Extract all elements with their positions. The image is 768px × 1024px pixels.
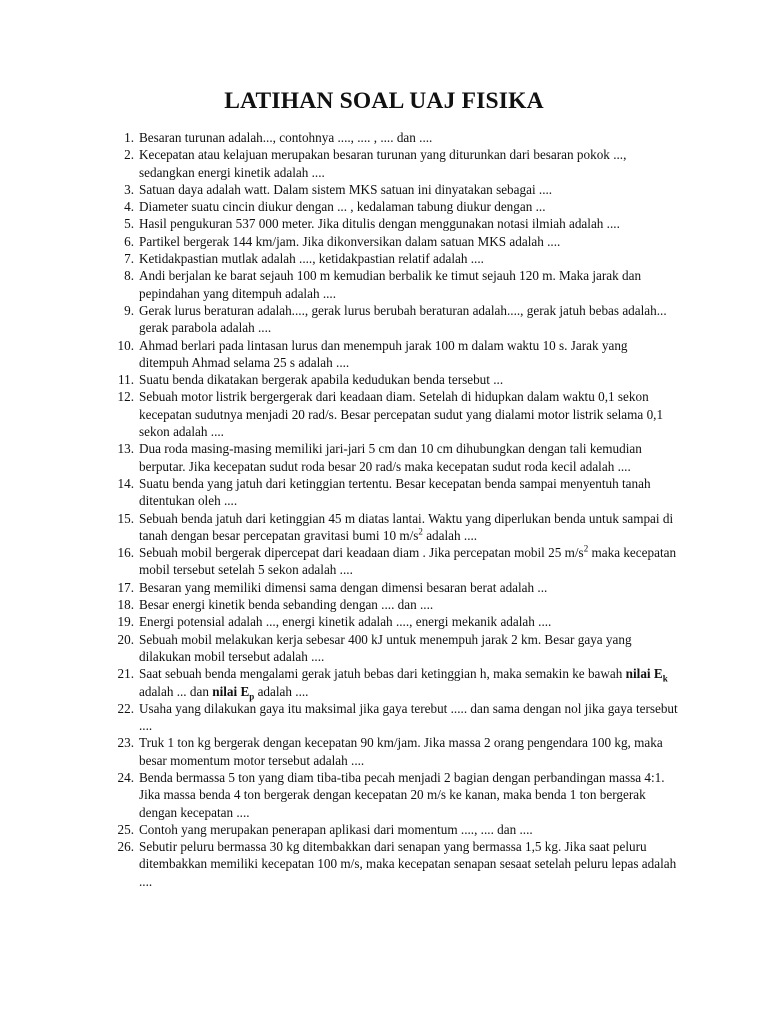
question-item <box>0 821 680 838</box>
question-text: Diameter suatu cincin diukur dengan ... , kedalaman tabung diukur dengan ... <box>139 199 546 215</box>
question-text: Andi berjalan ke barat sejauh 100 m kemudian berbalik ke timut sejauh 120 m. Maka jarak dan pepindahan yang ditempuh adalah .... <box>139 268 642 301</box>
question-item <box>0 129 680 146</box>
question-item <box>0 440 680 475</box>
document-title: LATIHAN SOAL UAJ FISIKA <box>224 88 544 114</box>
question-text: Truk 1 ton kg bergerak dengan kecepatan 90 km/jam. Jika massa 2 orang pengendara 100 kg, maka besar momentum motor tersebut adalah .... <box>139 735 663 768</box>
question-item <box>0 579 680 596</box>
question-item <box>0 769 680 821</box>
question-number: 14. <box>117 475 134 491</box>
question-number: 11. <box>118 372 134 388</box>
question-text-part: adalah ... dan <box>139 683 213 699</box>
question-number: 9. <box>124 302 134 318</box>
question-number: 23. <box>117 735 134 751</box>
question-number: 15. <box>117 510 134 526</box>
question-text: Besaran turunan adalah..., contohnya ...., .... , .... dan .... <box>139 130 433 145</box>
question-text: Sebuah mobil melakukan kerja sebesar 400 kJ untuk menempuh jarak 2 km. Besar gaya yang dilakukan mobil tersebut adalah .... <box>139 631 632 664</box>
question-text-part: adalah .... <box>422 527 478 543</box>
question-number: 20. <box>117 631 134 647</box>
question-number: 24. <box>117 769 134 785</box>
question-text: Suatu benda dikatakan bergerak apabila kedudukan benda tersebut ... <box>139 372 504 388</box>
question-item <box>0 146 680 181</box>
bold-term <box>625 666 668 684</box>
question-number: 18. <box>117 597 134 613</box>
question-text-part: maka kecepatan mobil tersebut setelah 5 sekon adalah .... <box>139 545 677 578</box>
question-text: Contoh yang merupakan penerapan aplikasi dari momentum ...., .... dan .... <box>139 821 533 837</box>
question-number: 13. <box>117 441 134 457</box>
question-item <box>0 700 680 735</box>
superscript: 2 <box>583 543 589 554</box>
question-text-part: Saat sebuah benda mengalami gerak jatuh bebas dari ketinggian h, maka semakin ke bawah <box>139 666 626 682</box>
question-number: 2. <box>124 147 134 163</box>
subscript: k <box>662 673 668 684</box>
question-item <box>0 388 680 440</box>
question-number: 5. <box>124 216 134 232</box>
bold-term-text: nilai E <box>625 666 663 682</box>
question-number: 4. <box>124 199 134 215</box>
question-number: 1. <box>124 130 134 145</box>
question-item <box>0 665 680 700</box>
question-item <box>0 544 680 579</box>
question-item <box>0 302 680 337</box>
question-item <box>0 510 680 545</box>
question-number: 6. <box>124 233 134 249</box>
question-text: Kecepatan atau kelajuan merupakan besaran turunan yang diturunkan dari besaran pokok ..., sedangkan energi kinetik adalah .... <box>139 147 627 180</box>
question-number: 10. <box>117 337 134 353</box>
question-text-part: Sebuah benda jatuh dari ketinggian 45 m diatas lantai. Waktu yang diperlukan benda untuk sampai di tanah dengan besar percepatan gravitasi bumi 10 m/s <box>139 510 674 543</box>
question-number: 26. <box>117 839 134 855</box>
question-item <box>0 267 680 302</box>
question-text-part: adalah .... <box>254 683 309 699</box>
question-number: 19. <box>117 614 134 630</box>
question-text: Benda bermassa 5 ton yang diam tiba-tiba pecah menjadi 2 bagian dengan perbandingan massa 4:1. Jika massa benda 4 ton bergerak dengan kecepatan 20 m/s ke kanan, maka benda 1 ton bergerak dengan kecepatan .... <box>139 769 665 820</box>
question-text: Besaran yang memiliki dimensi sama dengan dimensi besaran berat adalah ... <box>139 579 548 595</box>
question-number: 22. <box>117 700 134 716</box>
question-item <box>0 337 680 372</box>
question-list <box>0 129 680 890</box>
question-item <box>0 198 680 215</box>
question-text: Sebutir peluru bermassa 30 kg ditembakkan dari senapan yang bermassa 1,5 kg. Jika saat peluru ditembakkan memiliki kecepatan 100 m/s, maka kecepatan senapan sesaat setelah peluru lepas adalah .... <box>139 839 677 889</box>
question-text: Hasil pengukuran 537 000 meter. Jika ditulis dengan menggunakan notasi ilmiah adalah .... <box>139 216 620 232</box>
question-text: Sebuah motor listrik bergergerak dari keadaan diam. Setelah di hidupkan dalam waktu 0,1 sekon kecepatan sudutnya menjadi 20 rad/s. Besar percepatan sudut yang dialami motor listrik selama 0,1 sekon adalah .... <box>139 389 664 440</box>
question-item <box>0 596 680 613</box>
question-item <box>0 233 680 250</box>
question-text: Partikel bergerak 144 km/jam. Jika dikonversikan dalam satuan MKS adalah .... <box>139 233 561 249</box>
question-text: Gerak lurus beraturan adalah...., gerak lurus berubah beraturan adalah...., gerak jatuh bebas adalah... gerak parabola adalah .... <box>139 302 667 336</box>
question-item <box>0 215 680 232</box>
question-text <box>139 545 676 577</box>
question-text: Ahmad berlari pada lintasan lurus dan menempuh jarak 100 m dalam waktu 10 s. Jarak yang ditempuh Ahmad selama 25 s adalah .... <box>139 337 628 370</box>
question-text <box>139 666 668 702</box>
question-item <box>0 181 680 198</box>
question-text-part: Sebuah mobil bergerak dipercepat dari keadaan diam . Jika percepatan mobil 25 m/s <box>139 545 584 561</box>
question-number: 16. <box>117 545 134 561</box>
question-number: 25. <box>117 821 134 837</box>
question-text: Energi potensial adalah ..., energi kinetik adalah ...., energi mekanik adalah .... <box>139 614 552 630</box>
bold-term <box>212 683 255 702</box>
question-text: Satuan daya adalah watt. Dalam sistem MKS satuan ini dinyatakan sebagai .... <box>139 181 553 197</box>
question-number: 7. <box>124 251 134 267</box>
question-text: Usaha yang dilakukan gaya itu maksimal jika gaya terebut ..... dan sama dengan nol jika gaya tersebut .... <box>139 700 678 734</box>
question-item <box>0 250 680 267</box>
question-number: 17. <box>117 579 134 595</box>
question-number: 21. <box>117 666 134 682</box>
superscript: 2 <box>418 526 423 537</box>
question-number: 3. <box>124 181 134 197</box>
question-number: 8. <box>124 268 134 284</box>
bold-term-text: nilai E <box>212 683 250 699</box>
question-item <box>0 838 680 890</box>
question-item <box>0 734 680 769</box>
question-text: Besar energi kinetik benda sebanding dengan .... dan .... <box>139 597 434 613</box>
question-item <box>0 631 680 666</box>
question-text: Ketidakpastian mutlak adalah ...., ketidakpastian relatif adalah .... <box>139 251 484 267</box>
question-number: 12. <box>117 389 134 405</box>
question-text <box>139 511 673 543</box>
question-item <box>0 613 680 630</box>
question-item <box>0 475 680 510</box>
question-text: Suatu benda yang jatuh dari ketinggian tertentu. Besar kecepatan benda sampai menyentuh tanah ditentukan oleh .... <box>139 475 651 509</box>
question-item <box>0 371 680 388</box>
subscript: p <box>249 691 255 702</box>
question-text: Dua roda masing-masing memiliki jari-jari 5 cm dan 10 cm dihubungkan dengan tali kemudian berputar. Jika kecepatan sudut roda besar 20 rad/s maka kecepatan sudut roda kecil adalah .... <box>139 441 642 474</box>
